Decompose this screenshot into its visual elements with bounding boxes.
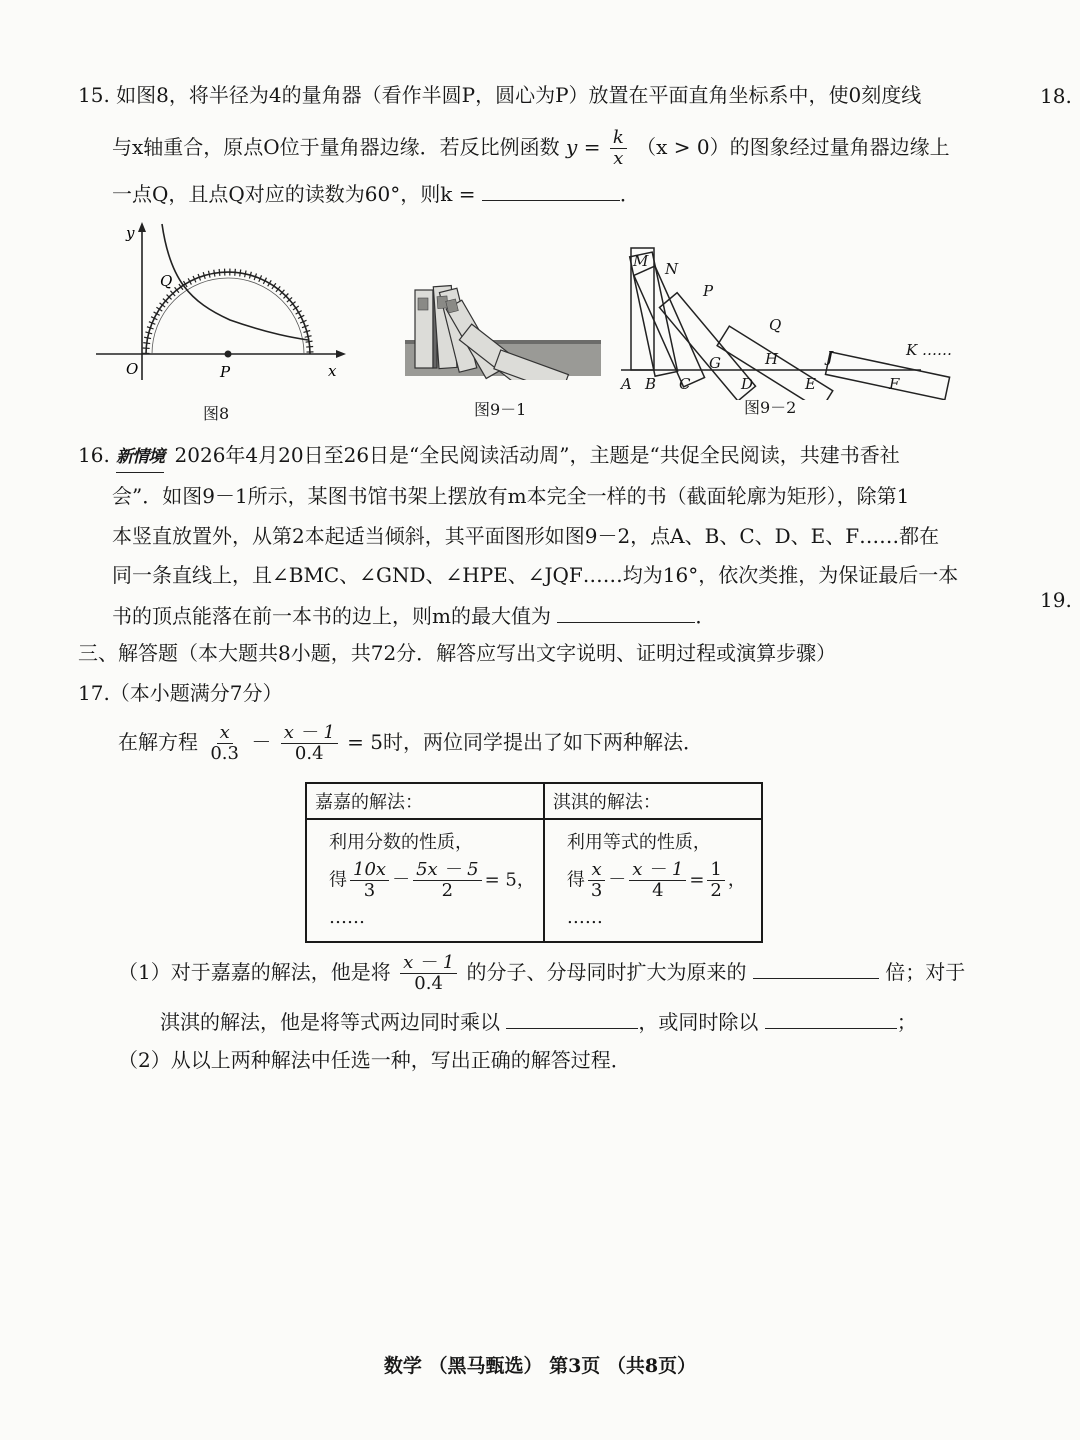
q16-line1	[78, 440, 900, 473]
qiqi-dots: ……	[566, 907, 603, 928]
q17-frac-1-num: x	[217, 723, 233, 744]
q17-p1-b: 的分子、分母同时扩大为原来的	[466, 960, 747, 984]
qiqi-f1-den: 3	[590, 880, 603, 901]
q17-frac-2-num: x － 1	[281, 723, 338, 744]
q17-p1-d: 淇淇的解法，他是将等式两边同时乘以	[160, 1010, 500, 1034]
q17-p1-c: 倍；对于	[885, 960, 966, 984]
q17-minus: －	[251, 730, 272, 754]
q17-intro	[118, 722, 703, 764]
q15-func-den: x	[613, 148, 624, 169]
qiqi-f3-den: 2	[710, 880, 722, 901]
q15-answer-blank[interactable]	[482, 178, 620, 201]
q17-part1-line2	[160, 1006, 917, 1037]
q15-func-y: y =	[566, 135, 601, 159]
fig8-label-o: O	[126, 360, 139, 378]
fig8-x-arrow	[336, 350, 346, 358]
jiajia-end: = 5，	[484, 869, 535, 891]
q17-p1-e: ，或同时除以	[638, 1010, 759, 1034]
qiqi-equals: =	[689, 869, 705, 891]
fig9-2-label-p: P	[703, 282, 714, 300]
q16-answer-blank[interactable]	[557, 600, 695, 623]
q15-line3-text: 一点Q，且点Q对应的读数为60°，则k =	[112, 182, 476, 206]
figure-8	[90, 220, 350, 390]
side-number-18: 18.	[1040, 84, 1072, 108]
q17-p1-f: ；	[896, 1010, 917, 1034]
qiqi-end: ，	[727, 869, 746, 891]
fig8-label-p: P	[220, 363, 231, 381]
q17-header: 17.（本小题满分7分）	[78, 681, 283, 705]
fig9-2-label-h: H	[765, 350, 779, 368]
jiajia-f2-num: 5x － 5	[413, 860, 482, 881]
q16-number: 16.	[78, 443, 110, 467]
q17-blank-times[interactable]	[753, 956, 879, 979]
qiqi-de: 得	[566, 869, 585, 891]
fig9-2-label-m: M	[633, 252, 649, 270]
jiajia-line2: 得 $\frac{10x}{3}$ － $\frac{5x - 5}{2}$ = 5，	[329, 859, 535, 901]
q17-solution-table	[305, 782, 763, 943]
jiajia-f1-den: 3	[363, 880, 376, 901]
qiqi-f1-num: x	[588, 860, 604, 881]
q17-frac-2-den: 0.4	[294, 743, 324, 764]
fig9-2-label-c: C	[679, 375, 691, 393]
q17-part1-line1	[118, 952, 965, 994]
qiqi-f2-num: x － 1	[629, 860, 686, 881]
fig9-2-caption: 图9－2	[744, 398, 797, 417]
q16-line2: 会”．如图9－1所示，某图书馆书架上摆放有m本完全一样的书（截面轮廓为矩形），除第1	[112, 484, 910, 508]
table-header-qiqi: 淇淇的解法：	[544, 783, 762, 819]
q17-blank-divide[interactable]	[765, 1006, 897, 1029]
table-cell-qiqi	[544, 819, 762, 942]
jiajia-de: 得	[329, 869, 347, 891]
page-footer: 数学 （黑马甄选） 第3页 （共8页）	[383, 1355, 697, 1377]
fig8-y-arrow	[138, 222, 146, 232]
q16-line5-text: 书的顶点能落在前一本书的边上，则m的最大值为	[112, 604, 551, 628]
qiqi-f2-den: 4	[652, 880, 664, 901]
fig9-2-label-f: F	[889, 375, 900, 393]
q17-intro-a: 在解方程	[118, 730, 198, 754]
q15-line2	[112, 128, 950, 169]
jiajia-line1: 利用分数的性质，	[329, 832, 473, 853]
figure-9-1	[405, 280, 601, 380]
q17-blank-multiply[interactable]	[506, 1006, 638, 1029]
fig8-point-p	[225, 351, 232, 358]
side-number-19: 19.	[1040, 588, 1072, 612]
q17-p1-frac	[400, 953, 457, 994]
q16-new-tag: 新情境	[116, 442, 164, 473]
q15-line3-end: ．	[619, 182, 640, 206]
q17-frac-1	[207, 723, 242, 764]
fig8-label-y: y	[126, 224, 135, 242]
figure-9-2	[615, 240, 975, 400]
qiqi-line2: 得 $\frac{x}{3}$ － $\frac{x - 1}{4}$ = $\frac{1}{2}$ ，	[566, 859, 746, 901]
jiajia-f2-den: 2	[441, 880, 454, 901]
table-header-jiajia: 嘉嘉的解法：	[306, 783, 544, 819]
q15-line2-a: 与x轴重合，原点O位于量角器边缘．若反比例函数	[112, 135, 560, 159]
section-3-heading: 三、解答题（本大题共8小题，共72分．解答应写出文字说明、证明过程或演算步骤）	[78, 641, 837, 665]
fig9-2-label-g: G	[709, 354, 721, 372]
qiqi-f3-num: 1	[707, 860, 724, 881]
fig9-2-label-k: K ……	[906, 341, 952, 359]
q16-line4: 同一条直线上，且∠BMC、∠GND、∠HPE、∠JQF……均为16°，依次类推，为保证最后一本	[112, 563, 959, 587]
q15-line2-b: （x > 0）的图象经过量角器边缘上	[636, 135, 950, 159]
fig8-label-q: Q	[160, 272, 173, 290]
q15-line1: 15. 如图8，将半径为4的量角器（看作半圆P，圆心为P）放置在平面直角坐标系中，使0刻度线	[78, 83, 922, 107]
qiqi-line1: 利用等式的性质，	[566, 832, 711, 853]
q17-p1-frac-den: 0.4	[414, 973, 443, 994]
q17-p1-a: （1）对于嘉嘉的解法，他是将	[118, 960, 391, 984]
fig8-label-x: x	[328, 362, 337, 380]
q17-p1-frac-num: x － 1	[400, 953, 457, 974]
jiajia-dots: ……	[329, 907, 365, 928]
q16-line5	[112, 600, 715, 631]
q17-intro-b: = 5时，两位同学提出了如下两种解法．	[347, 730, 703, 754]
fig9-2-label-a: A	[621, 375, 632, 393]
q15-line3	[112, 178, 640, 209]
q17-frac-2	[281, 723, 338, 764]
fig9-2-label-e: E	[805, 375, 816, 393]
fig9-1-caption: 图9－1	[474, 400, 527, 419]
q17-frac-1-den: 0.3	[210, 743, 239, 764]
q17-part2: （2）从以上两种解法中任选一种，写出正确的解答过程．	[118, 1048, 631, 1072]
fig8-protractor-inner	[152, 278, 304, 354]
q16-line5-end: ．	[695, 604, 716, 628]
q15-func-num: k	[610, 128, 627, 149]
jiajia-f1-num: 10x	[350, 860, 389, 881]
fig9-2-label-b: B	[645, 375, 657, 393]
fig9-2-label-d: D	[741, 375, 754, 393]
fig8-caption: 图8	[203, 404, 230, 423]
q16-line3: 本竖直放置外，从第2本起适当倾斜，其平面图形如图9－2，点A、B、C、D、E、F……都在	[112, 524, 940, 548]
fig9-2-label-n: N	[665, 260, 679, 278]
q16-line1-text: 2026年4月20日至26日是“全民阅读活动周”，主题是“共促全民阅读，共建书香社	[174, 443, 900, 467]
fig9-2-label-q: Q	[769, 316, 782, 334]
fig9-2-label-j: J	[827, 348, 834, 366]
table-cell-jiajia	[306, 819, 544, 942]
q15-func-frac	[610, 128, 627, 169]
